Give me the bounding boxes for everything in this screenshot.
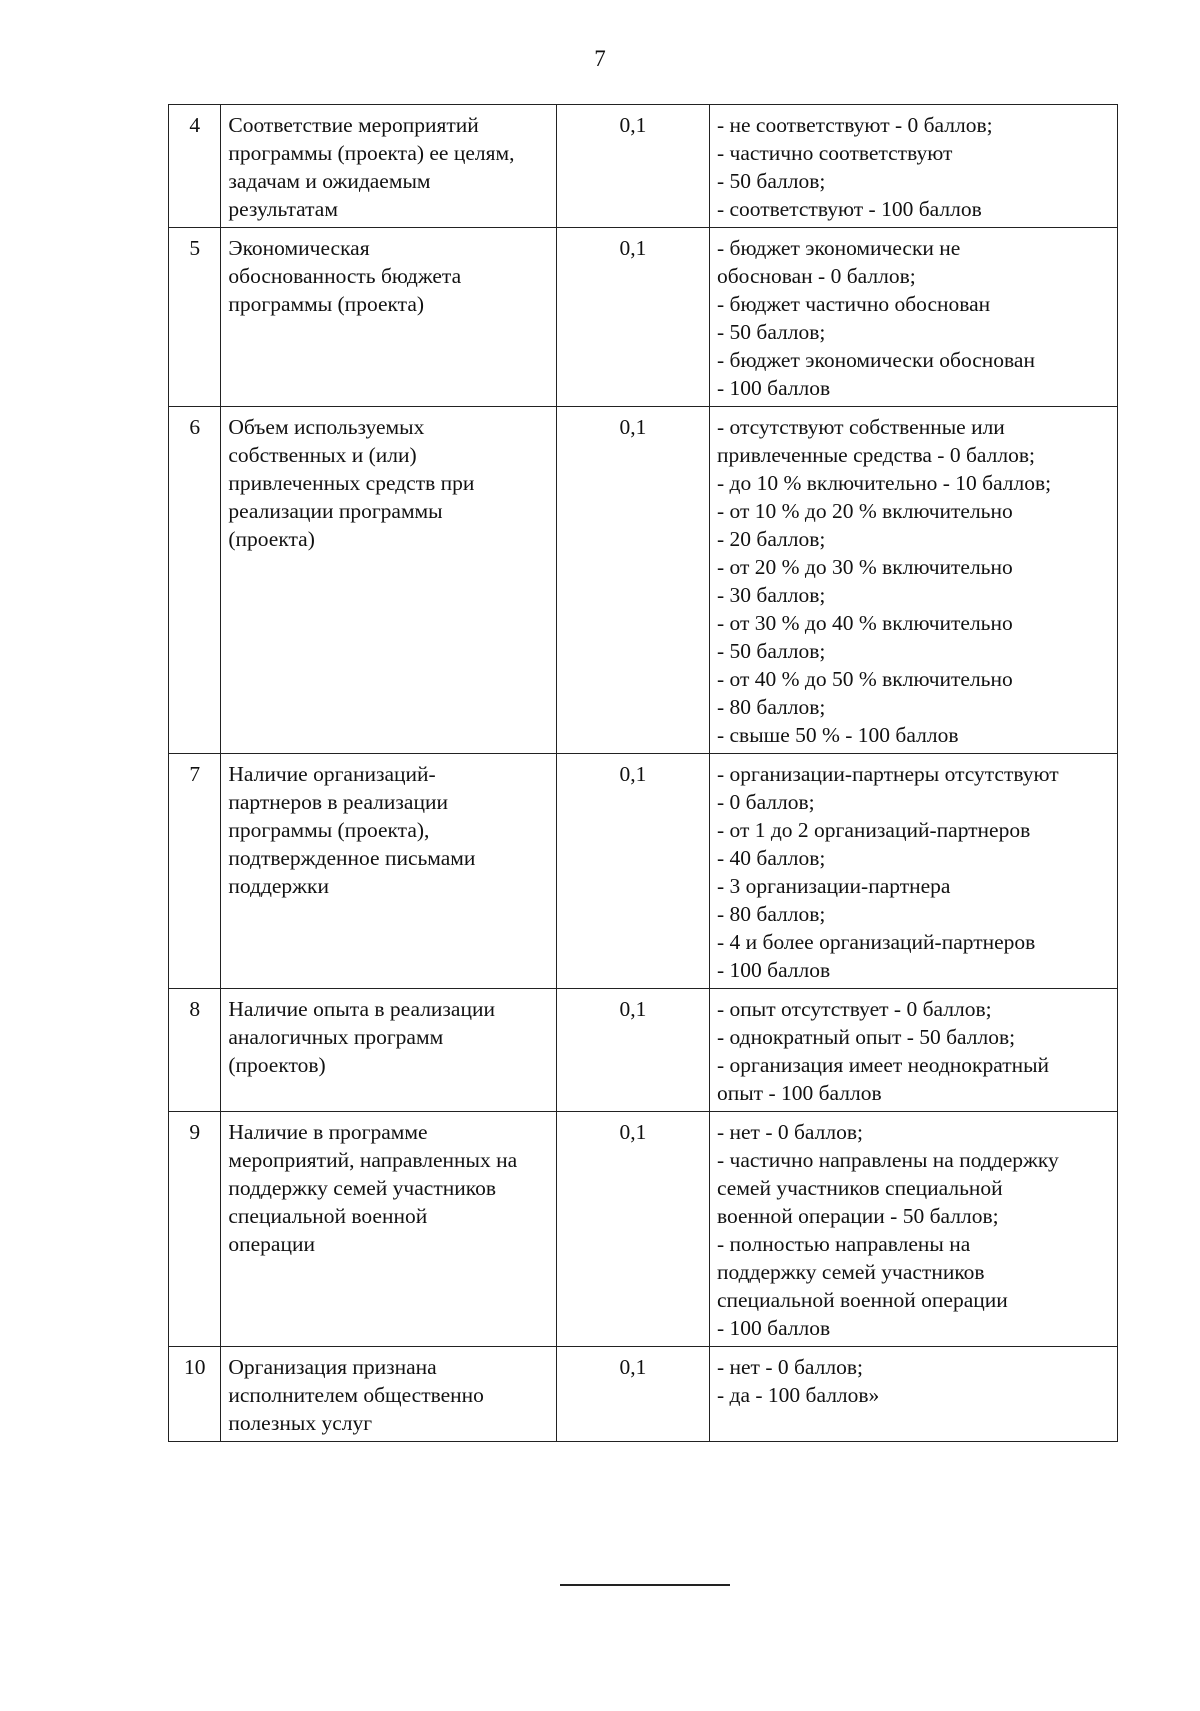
criterion-number: 8: [169, 989, 221, 1112]
criterion-scale-line: - не соответствуют - 0 баллов;: [716, 113, 993, 137]
criterion-name-line: привлеченных средств при: [228, 471, 475, 495]
criterion-scale-line: - 40 баллов;: [716, 846, 826, 870]
criterion-scale-line: - организация имеет неоднократный: [716, 1053, 1050, 1077]
criterion-scale: [709, 407, 1117, 754]
criterion-scale: [709, 754, 1117, 989]
criterion-weight: 0,1: [556, 105, 709, 228]
criterion-name-line: операции: [228, 1232, 315, 1256]
criterion-scale-line: - однократный опыт - 50 баллов;: [716, 1025, 1016, 1049]
table-row: [169, 228, 1118, 407]
criterion-scale-line: поддержку семей участников: [716, 1260, 985, 1284]
criterion-number: 7: [169, 754, 221, 989]
document-end-rule: [560, 1584, 730, 1586]
criterion-name-line: программы (проекта) ее целям,: [228, 141, 515, 165]
criterion-name: [221, 989, 556, 1112]
criterion-scale-line: - соответствуют - 100 баллов: [716, 197, 982, 221]
criterion-scale: [709, 1112, 1117, 1347]
criterion-name-line: партнеров в реализации: [228, 790, 448, 814]
criterion-scale-line: привлеченные средства - 0 баллов;: [716, 443, 1035, 467]
criterion-scale: [709, 1347, 1117, 1442]
criterion-name-line: Экономическая: [228, 236, 370, 260]
criterion-scale-line: опыт - 100 баллов: [716, 1081, 882, 1105]
criterion-scale-line: - нет - 0 баллов;: [716, 1120, 863, 1144]
criterion-scale-line: - отсутствуют собственные или: [716, 415, 1005, 439]
criterion-scale-line: - да - 100 баллов»: [716, 1383, 880, 1407]
criterion-weight: 0,1: [556, 228, 709, 407]
table-row: [169, 1347, 1118, 1442]
table-row: [169, 1112, 1118, 1347]
criterion-name: [221, 105, 556, 228]
page-number: 7: [594, 46, 606, 71]
criterion-name-line: (проекта): [228, 527, 315, 551]
criterion-weight: 0,1: [556, 754, 709, 989]
criterion-scale-line: - опыт отсутствует - 0 баллов;: [716, 997, 992, 1021]
criterion-name: [221, 228, 556, 407]
criterion-name-line: Соответствие мероприятий: [228, 113, 479, 137]
table-row: [169, 407, 1118, 754]
criterion-name-line: Наличие в программе: [228, 1120, 428, 1144]
criterion-scale-line: - 50 баллов;: [716, 169, 826, 193]
criterion-name-line: Наличие организаций-: [228, 762, 436, 786]
criterion-scale-line: - нет - 0 баллов;: [716, 1355, 863, 1379]
criterion-scale-line: - бюджет частично обоснован: [716, 292, 991, 316]
criterion-name-line: специальной военной: [228, 1204, 428, 1228]
criterion-name-line: полезных услуг: [228, 1411, 373, 1435]
criterion-scale-line: - 50 баллов;: [716, 320, 826, 344]
criterion-name-line: собственных и (или): [228, 443, 417, 467]
criterion-scale-line: - 0 баллов;: [716, 790, 815, 814]
criterion-name-line: результатам: [228, 197, 338, 221]
criterion-number: 9: [169, 1112, 221, 1347]
criterion-scale-line: - бюджет экономически обоснован: [716, 348, 1035, 372]
criterion-scale-line: - 3 организации-партнера: [716, 874, 951, 898]
criterion-scale-line: - от 30 % до 40 % включительно: [716, 611, 1013, 635]
criterion-scale-line: - до 10 % включительно - 10 баллов;: [716, 471, 1052, 495]
criterion-scale-line: - частично соответствуют: [716, 141, 953, 165]
criterion-weight: 0,1: [556, 989, 709, 1112]
criterion-scale-line: - 30 баллов;: [716, 583, 826, 607]
criterion-name-line: программы (проекта): [228, 292, 425, 316]
criterion-scale-line: - 100 баллов: [716, 1316, 831, 1340]
criterion-number: 6: [169, 407, 221, 754]
criteria-table: [168, 104, 1118, 1442]
criterion-name-line: аналогичных программ: [228, 1025, 444, 1049]
table-row: [169, 105, 1118, 228]
criterion-scale-line: - 20 баллов;: [716, 527, 826, 551]
criterion-scale-line: военной операции - 50 баллов;: [716, 1204, 999, 1228]
criterion-scale-line: - 100 баллов: [716, 376, 831, 400]
criterion-scale: [709, 228, 1117, 407]
criterion-name-line: Организация признана: [228, 1355, 437, 1379]
criterion-weight: 0,1: [556, 1112, 709, 1347]
criterion-scale-line: - 80 баллов;: [716, 902, 826, 926]
criterion-scale-line: - бюджет экономически не: [716, 236, 961, 260]
criterion-scale-line: - организации-партнеры отсутствуют: [716, 762, 1059, 786]
criterion-name-line: Наличие опыта в реализации: [228, 997, 495, 1021]
criterion-weight: 0,1: [556, 407, 709, 754]
criterion-name-line: подтвержденное письмами: [228, 846, 476, 870]
criterion-name-line: поддержку семей участников: [228, 1176, 496, 1200]
criterion-name-line: (проектов): [228, 1053, 326, 1077]
criterion-scale-line: - 80 баллов;: [716, 695, 826, 719]
criterion-scale-line: - свыше 50 % - 100 баллов: [716, 723, 959, 747]
criterion-name: [221, 407, 556, 754]
criterion-scale-line: обоснован - 0 баллов;: [716, 264, 916, 288]
criterion-scale-line: - от 10 % до 20 % включительно: [716, 499, 1013, 523]
criterion-name-line: обоснованность бюджета: [228, 264, 462, 288]
criterion-scale-line: - 100 баллов: [716, 958, 831, 982]
criterion-scale: [709, 105, 1117, 228]
table-row: [169, 754, 1118, 989]
criterion-name-line: программы (проекта),: [228, 818, 430, 842]
criterion-name-line: реализации программы: [228, 499, 443, 523]
criterion-scale: [709, 989, 1117, 1112]
criterion-weight: 0,1: [556, 1347, 709, 1442]
criterion-scale-line: - 4 и более организаций-партнеров: [716, 930, 1036, 954]
criterion-scale-line: специальной военной операции: [716, 1288, 1008, 1312]
criterion-scale-line: - полностью направлены на: [716, 1232, 971, 1256]
criterion-name-line: поддержки: [228, 874, 329, 898]
criterion-name-line: задачам и ожидаемым: [228, 169, 431, 193]
criterion-scale-line: семей участников специальной: [716, 1176, 1003, 1200]
criterion-scale-line: - 50 баллов;: [716, 639, 826, 663]
criterion-scale-line: - частично направлены на поддержку: [716, 1148, 1059, 1172]
table-row: [169, 989, 1118, 1112]
criterion-scale-line: - от 1 до 2 организаций-партнеров: [716, 818, 1031, 842]
criterion-scale-line: - от 20 % до 30 % включительно: [716, 555, 1013, 579]
criterion-number: 10: [169, 1347, 221, 1442]
criterion-name-line: мероприятий, направленных на: [228, 1148, 518, 1172]
criterion-name: [221, 754, 556, 989]
criterion-name-line: Объем используемых: [228, 415, 425, 439]
criterion-name: [221, 1112, 556, 1347]
criterion-number: 4: [169, 105, 221, 228]
criterion-number: 5: [169, 228, 221, 407]
criterion-name-line: исполнителем общественно: [228, 1383, 484, 1407]
criterion-name: [221, 1347, 556, 1442]
criterion-scale-line: - от 40 % до 50 % включительно: [716, 667, 1013, 691]
